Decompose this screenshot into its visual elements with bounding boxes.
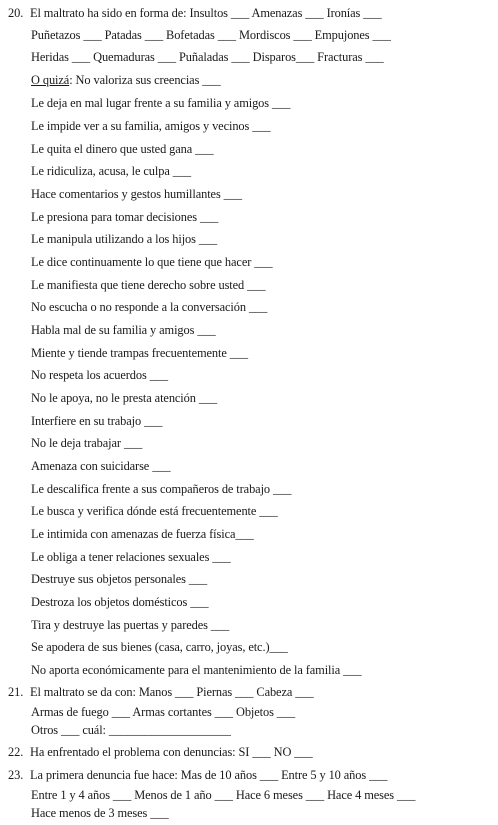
list-item: Le manifiesta que tiene derecho sobre usted ___ [31,278,266,292]
q23-line-3: Hace menos de 3 meses ___ [31,806,169,820]
q20-prompt: El maltrato ha sido en forma de: Insultos ___ Amenazas ___ Ironías ___ [30,6,382,20]
list-item: Le quita el dinero que usted gana ___ [31,142,214,156]
list-item: Le intimida con amenazas de fuerza física___ [31,527,254,541]
list-item: Habla mal de su familia y amigos ___ [31,323,216,337]
q20-line-2: Puñetazos ___ Patadas ___ Bofetadas ___ Mordiscos ___ Empujones ___ [31,28,391,42]
list-item: Interfiere en su trabajo ___ [31,414,163,428]
list-item: Tira y destruye las puertas y paredes ___ [31,618,230,632]
q21-line-3: Otros ___ cuál: ____________________ [31,723,231,737]
list-item: Amenaza con suicidarse ___ [31,459,171,473]
list-item: No aporta económicamente para el mantenimiento de la familia ___ [31,663,362,677]
q21-prompt: El maltrato se da con: Manos ___ Piernas ___ Cabeza ___ [30,685,314,699]
list-item: No le deja trabajar ___ [31,436,143,450]
o-quiza-item: : No valoriza sus creencias ___ [69,73,221,87]
o-quiza-label: O quizá [31,73,70,87]
list-item: Le descalifica frente a sus compañeros de trabajo ___ [31,482,292,496]
list-item: Le deja en mal lugar frente a su familia y amigos ___ [31,96,291,110]
list-item: Le dice continuamente lo que tiene que hacer ___ [31,255,273,269]
list-item: Destroza los objetos domésticos ___ [31,595,209,609]
list-item: Hace comentarios y gestos humillantes ___ [31,187,242,201]
q22-number: 22. [8,745,24,759]
list-item: Le presiona para tomar decisiones ___ [31,210,219,224]
list-item: Le ridiculiza, acusa, le culpa ___ [31,164,192,178]
list-item: No respeta los acuerdos ___ [31,368,168,382]
q23-prompt: La primera denuncia fue hace: Mas de 10 años ___ Entre 5 y 10 años ___ [30,768,388,782]
list-item: Le obliga a tener relaciones sexuales ___ [31,550,231,564]
q20-line-3: Heridas ___ Quemaduras ___ Puñaladas ___ Disparos___ Fracturas ___ [31,50,384,64]
list-item: No le apoya, no le presta atención ___ [31,391,218,405]
list-item: Le busca y verifica dónde está frecuentemente ___ [31,504,278,518]
q21-line-2: Armas de fuego ___ Armas cortantes ___ Objetos ___ [31,705,296,719]
list-item: Destruye sus objetos personales ___ [31,572,208,586]
list-item: No escucha o no responde a la conversación ___ [31,300,268,314]
q22-prompt: Ha enfrentado el problema con denuncias: SI ___ NO ___ [30,745,313,759]
list-item: Miente y tiende trampas frecuentemente ___ [31,346,249,360]
list-item: Le impide ver a su familia, amigos y vecinos ___ [31,119,271,133]
list-item: Se apodera de sus bienes (casa, carro, joyas, etc.)___ [31,640,288,654]
q23-line-2: Entre 1 y 4 años ___ Menos de 1 año ___ Hace 6 meses ___ Hace 4 meses ___ [31,788,416,802]
list-item: Le manipula utilizando a los hijos ___ [31,232,218,246]
q23-number: 23. [8,768,24,782]
q21-number: 21. [8,685,24,699]
q20-o-quiza-line [31,73,221,87]
q20-number: 20. [8,6,24,20]
